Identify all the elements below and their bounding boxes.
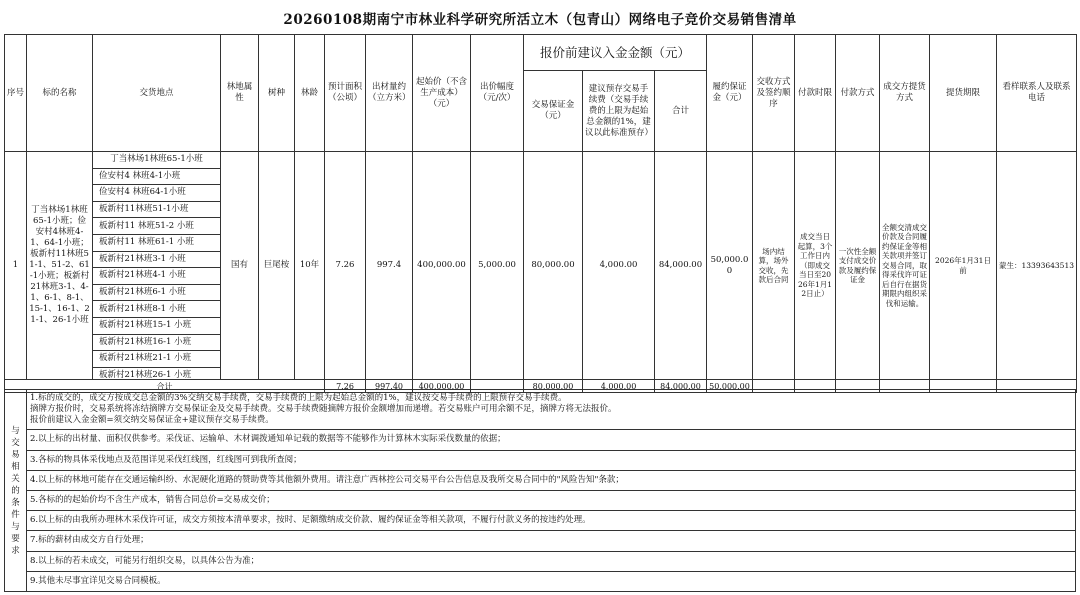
location-item: 板新村21林班6-1 小班 (93, 284, 220, 301)
notes-label-char: 交 (11, 437, 20, 448)
notes-label-char: 条 (11, 497, 20, 508)
col-species: 树种 (259, 35, 295, 152)
col-pay-method: 付款方式 (836, 35, 880, 152)
location-item: 板新村21林班15-1 小班 (93, 317, 220, 334)
note-row (5, 390, 1076, 430)
list-item (93, 301, 220, 318)
list-item (93, 234, 220, 251)
totals-sum: 84,000.00 (655, 380, 707, 393)
notes-label (5, 390, 27, 592)
location-item: 板新村21林班26-1 小班 (99, 370, 192, 380)
list-item (93, 251, 220, 268)
location-item: 板新村21林班4-1 小班 (93, 268, 220, 285)
note-text: 8.以上标的若未成交，可能另行组织交易，以具体公告为准； (27, 551, 1076, 571)
cell-location (93, 152, 221, 380)
note-row (5, 470, 1076, 490)
col-deliver-period: 提货期限 (930, 35, 997, 152)
cell-start-price: 400,000.00 (413, 152, 471, 380)
location-item: 板新村21林班8-1 小班 (93, 301, 220, 318)
note-text: 6.以上标的由我所办理林木采伐许可证，成交方须按本清单要求，按时、足额缴纳成交价款、履约保证金等相关款项，不履行付款义务的按违约处理。 (27, 511, 1076, 531)
notes-label-char: 件 (11, 509, 20, 520)
cell-forest-type: 国有 (221, 152, 259, 380)
notes-table (4, 389, 1076, 592)
col-trade-method: 交收方式及签约顺序 (753, 35, 795, 152)
cell-sum: 84,000.00 (655, 152, 707, 380)
list-item (93, 317, 220, 334)
location-item: 丁当林场1林班65-1小班 (93, 152, 220, 168)
note-text: 1.标的成交的，成交方按成交总金额的3%交纳交易手续费，交易手续费的上限为起始总金额的1%，建议按交易手续费的上限预存交易手续费。 摘牌方报价时，交易系统将冻结摘牌方交易保证金及交易手续费。交易手续费随摘牌方报价金额增加而递增。若交易账户可用余额不足，摘牌方将无法报价。 报价前建议入金金额=须交纳交易保证金+建议预存交易手续费。 (27, 390, 1076, 430)
totals-perf-deposit: 50,000.00 (707, 380, 753, 393)
list-item (93, 152, 220, 168)
location-item: 板新村11 林班51-2 小班 (93, 218, 220, 235)
location-item: 板新村11林班51-1小班 (93, 201, 220, 218)
cell-perf-deposit: 50,000.00 (707, 152, 753, 380)
note-text: 5.各标的的起始价均不含生产成本，销售合同总价=交易成交价； (27, 490, 1076, 510)
col-deposit: 交易保证金（元） (524, 71, 583, 152)
list-item (93, 185, 220, 202)
col-seq: 序号 (5, 35, 27, 152)
note-row (5, 490, 1076, 510)
location-item: 板新村11 林班61-1 小班 (93, 234, 220, 251)
note-row (5, 430, 1076, 450)
cell-pay-limit: 成交当日起算，3个工作日内（即成交当日至2026年1月12日止） (795, 152, 836, 380)
totals-deposit: 80,000.00 (524, 380, 583, 393)
col-location: 交货地点 (93, 35, 221, 152)
cell-contact: 蒙生：13393643513 (997, 152, 1077, 380)
cell-volume: 997.4 (366, 152, 413, 380)
totals-volume: 997.40 (366, 380, 413, 393)
sales-list-table (4, 34, 1077, 393)
location-item: 板新村21林班21-1 小班 (93, 351, 220, 368)
list-item (93, 218, 220, 235)
list-item (93, 201, 220, 218)
cell-species: 巨尾桉 (259, 152, 295, 380)
notes-label-char: 与 (11, 425, 20, 436)
col-age: 林龄 (295, 35, 325, 152)
col-group-deposit: 报价前建议入金金额（元） (524, 35, 707, 71)
table-row (5, 152, 1077, 380)
totals-fee: 4,000.00 (583, 380, 655, 393)
document-title: 20260108期南宁市林业科学研究所活立木（包青山）网络电子竞价交易销售清单 (283, 12, 797, 28)
cell-seq: 1 (5, 152, 27, 380)
list-item (93, 351, 220, 368)
notes-label-char: 相 (11, 461, 20, 472)
col-forest-type: 林地属性 (221, 35, 259, 152)
col-pay-limit: 付款时限 (795, 35, 836, 152)
cell-age: 10年 (295, 152, 325, 380)
cell-area: 7.26 (325, 152, 366, 380)
note-text: 4.以上标的林地可能存在交通运输纠纷、水泥硬化道路的赞助费等其他额外费用。请注意广西林控公司交易平台公告信息及我所交易合同中的"风险告知"条款； (27, 470, 1076, 490)
note-row (5, 450, 1076, 470)
note-row (5, 511, 1076, 531)
location-item: 板新村21林班3-1 小班 (93, 251, 220, 268)
location-item: 板新村21林班16-1 小班 (93, 334, 220, 351)
cell-increment: 5,000.00 (471, 152, 524, 380)
notes-label-char: 易 (11, 449, 20, 460)
col-sum: 合计 (655, 71, 707, 152)
note-row (5, 571, 1076, 591)
col-fee: 建议预存交易手续费（交易手续费的上限为起始总金额的1%，建议以此标准预存） (583, 71, 655, 152)
note-text: 9.其他未尽事宜详见交易合同模板。 (27, 571, 1076, 591)
col-perf-deposit: 履约保证金（元） (707, 35, 753, 152)
cell-fee: 4,000.00 (583, 152, 655, 380)
cell-deliver-period: 2026年1月31日前 (930, 152, 997, 380)
note-text: 3.各标的物具体采伐地点及范围详见采伐红线图，红线图可到我所查阅； (27, 450, 1076, 470)
notes-label-char: 求 (11, 545, 20, 556)
totals-label: 合计 (5, 380, 325, 393)
list-item (93, 367, 220, 379)
note-text: 7.标的薪材由成交方自行处理； (27, 531, 1076, 551)
col-name: 标的名称 (27, 35, 93, 152)
notes-label-char: 与 (11, 521, 20, 532)
list-item (93, 334, 220, 351)
cell-name: 丁当林场1林班65-1小班；俭安村4林班4-1、64-1小班；板新村11林班51-1、51-2、61-1小班；板新村21林班3-1、4-1、6-1、8-1、15-1、16-1、21-1、26-1小班 (27, 152, 93, 380)
header-row-1 (5, 35, 1077, 71)
note-row (5, 551, 1076, 571)
col-start-price: 起始价（不含生产成本）（元） (413, 35, 471, 152)
cell-deposit: 80,000.00 (524, 152, 583, 380)
col-contact: 看样联系人及联系电话 (997, 35, 1077, 152)
cell-pay-method: 一次性全额支付成交价款及履约保证金 (836, 152, 880, 380)
location-list (93, 152, 220, 380)
list-item (93, 284, 220, 301)
cell-trade-method: 场内结算，场外交收，先款后合同 (753, 152, 795, 380)
cell-deliver-method: 全额交清成交价款及合同履约保证金等相关款项并签订交易合同，取得采伐许可证后自行在据货期限内组织采伐和运输。 (880, 152, 930, 380)
col-volume: 出材量约（立方米） (366, 35, 413, 152)
list-item (93, 168, 220, 185)
col-deliver-method: 成交方提货方式 (880, 35, 930, 152)
location-item: 俭安村4 林班4-1小班 (93, 168, 220, 185)
notes-label-char: 要 (11, 533, 20, 544)
col-increment: 出价幅度（元/次） (471, 35, 524, 152)
notes-label-char: 的 (11, 485, 20, 496)
note-text: 2.以上标的出材量、面积仅供参考。采伐证、运输单、木材调拨通知单记载的数据等不能够作为计算林木实际采伐数量的依据； (27, 430, 1076, 450)
totals-start-price: 400,000.00 (413, 380, 471, 393)
list-item (93, 268, 220, 285)
location-item: 俭安村4 林班64-1小班 (93, 185, 220, 202)
col-area: 预计面积（公顷） (325, 35, 366, 152)
totals-area: 7.26 (325, 380, 366, 393)
note-row (5, 531, 1076, 551)
notes-label-char: 关 (11, 473, 20, 484)
